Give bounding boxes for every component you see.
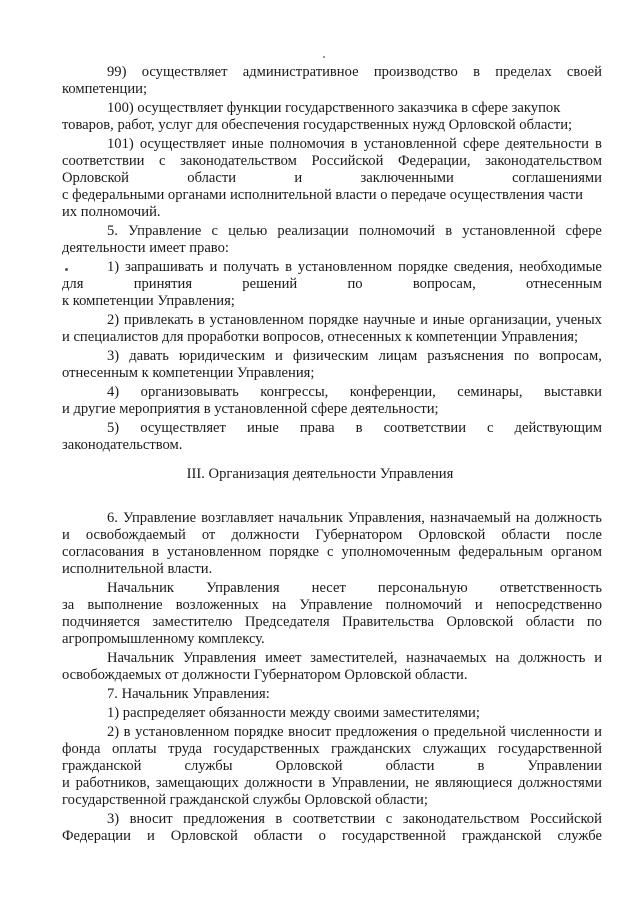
text-line: исполнительной власти. xyxy=(62,561,213,577)
text-line: государственной гражданской службы Орловской области; xyxy=(62,792,428,808)
text-line: товаров, работ, услуг для обеспечения государственных нужд Орловской области; xyxy=(62,117,573,133)
text-line: агропромышленному комплексу. xyxy=(62,631,265,647)
scan-speck xyxy=(323,56,325,58)
text-line: 3) вносит предложения в соответствии с законодательством Российской xyxy=(107,811,602,827)
text-line: 5) осуществляет иные права в соответствии с действующим xyxy=(107,420,602,436)
text-line: 4) организовывать конгрессы, конференции, семинары, выставки xyxy=(107,384,602,400)
text-line: для принятия решений по вопросам, отнесенным xyxy=(62,276,602,292)
text-line: 101) осуществляет иные полномочия в установленной сфере деятельности в xyxy=(107,136,602,152)
text-line: освобождаемых от должности Губернатором Орловской области. xyxy=(62,667,468,683)
text-line: за выполнение возложенных на Управление полномочий и непосредственно xyxy=(62,597,602,613)
text-line: и освобождаемый от должности Губернатором Орловской области после xyxy=(62,527,602,543)
section-heading: III. Организация деятельности Управления xyxy=(186,466,454,482)
text-line: соответствии с законодательством Российской Федерации, законодательством xyxy=(62,153,602,169)
text-line: подчиняется заместителю Председателя Правительства Орловской области по xyxy=(62,614,602,630)
text-line: их полномочий. xyxy=(62,204,161,220)
text-line: 1) запрашивать и получать в установленном порядке сведения, необходимые xyxy=(107,259,602,275)
text-line: Начальник Управления имеет заместителей, назначаемых на должность и xyxy=(107,650,602,666)
text-line: отнесенным к компетенции Управления; xyxy=(62,365,315,381)
text-line: и другие мероприятия в установленной сфере деятельности; xyxy=(62,401,439,417)
text-line: 2) в установленном порядке вносит предложения о предельной численности и xyxy=(107,724,602,740)
text-line: 6. Управление возглавляет начальник Управления, назначаемый на должность xyxy=(107,510,602,526)
text-line: Орловской области и заключенными соглашениями xyxy=(62,170,602,186)
text-line: 100) осуществляет функции государственного заказчика в сфере закупок xyxy=(107,100,561,116)
text-line: к компетенции Управления; xyxy=(62,293,235,309)
text-line: и работников, замещающих должности в Управлении, не являющиеся должностями xyxy=(62,775,602,791)
text-line: 99) осуществляет административное производство в пределах своей xyxy=(107,64,602,80)
text-line: согласования в установленном порядке с уполномоченным федеральным органом xyxy=(62,544,602,560)
text-line: деятельности имеет право: xyxy=(62,240,229,256)
text-line: Начальник Управления несет персональную ответственность xyxy=(107,580,602,596)
text-line: 3) давать юридическим и физическим лицам разъяснения по вопросам, xyxy=(107,348,602,364)
text-line: 2) привлекать в установленном порядке научные и иные организации, ученых xyxy=(107,312,602,328)
text-line: Федерации и Орловской области о государственной гражданской службе xyxy=(62,828,602,844)
text-line: гражданской службы Орловской области в Управлении xyxy=(62,758,602,774)
text-line: с федеральными органами исполнительной власти о передаче осуществления части xyxy=(62,187,583,203)
text-line: и специалистов для проработки вопросов, отнесенных к компетенции Управления; xyxy=(62,329,579,345)
text-line: законодательством. xyxy=(62,437,183,453)
text-line: компетенции; xyxy=(62,81,148,97)
scan-speck xyxy=(65,268,68,271)
text-line: 7. Начальник Управления: xyxy=(107,686,270,702)
text-line: 1) распределяет обязанности между своими заместителями; xyxy=(107,705,480,721)
text-line: 5. Управление с целью реализации полномочий в установленной сфере xyxy=(107,223,602,239)
text-line: фонда оплаты труда государственных гражданских служащих государственной xyxy=(62,741,602,757)
